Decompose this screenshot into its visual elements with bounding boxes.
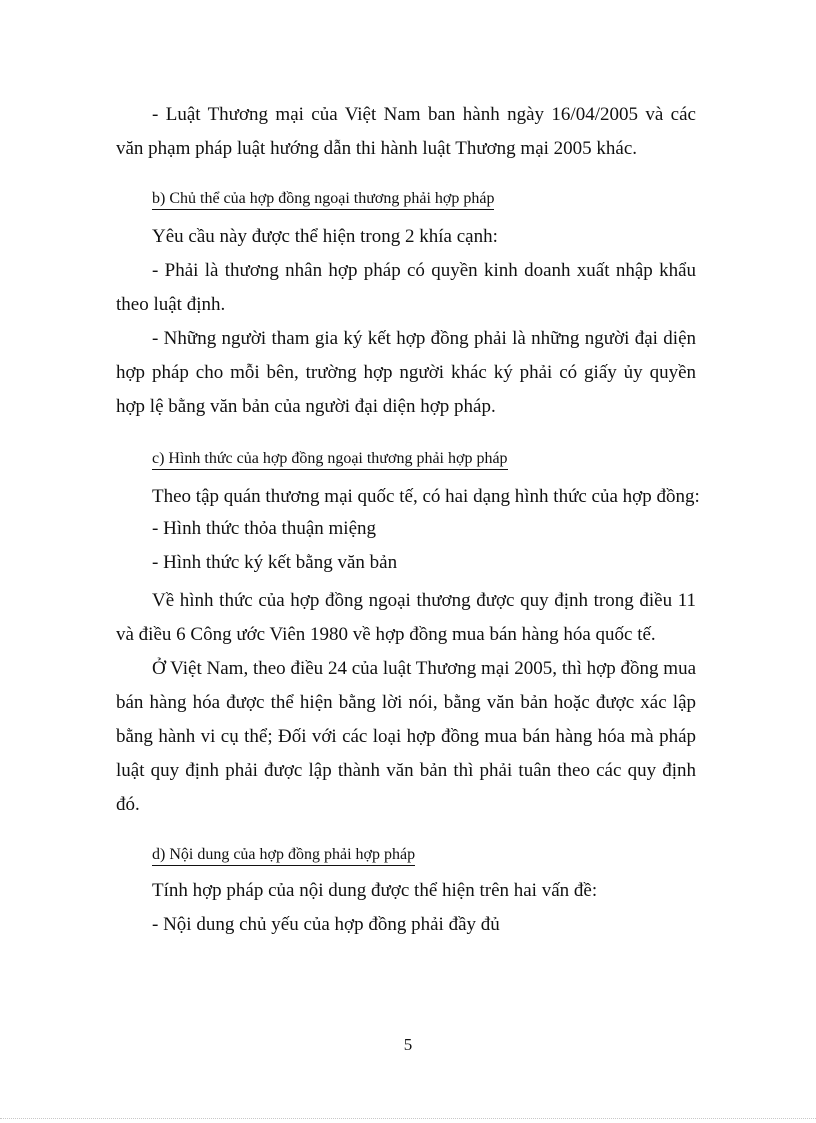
section-b-heading: b) Chủ thể của hợp đồng ngoại thương phải hợp pháp (152, 188, 494, 210)
section-d-heading: d) Nội dung của hợp đồng phải hợp pháp (152, 844, 415, 866)
section-d-item-1: - Nội dung chủ yếu của hợp đồng phải đầy đủ (152, 914, 500, 935)
section-c-heading: c) Hình thức của hợp đồng ngoại thương phải hợp pháp (152, 448, 508, 470)
section-d-intro: Tính hợp pháp của nội dung được thể hiện trên hai vấn đề: (152, 880, 598, 901)
section-b-intro: Yêu cầu này được thể hiện trong 2 khía cạnh: (152, 226, 498, 247)
section-b-item-1: - Phải là thương nhân hợp pháp có quyền kinh doanh xuất nhập khẩu theo luật định. (116, 260, 696, 315)
page-number: 5 (403, 1035, 413, 1054)
section-c-item-1: - Hình thức thỏa thuận miệng (152, 518, 377, 539)
section-c-paragraph-2: Ở Việt Nam, theo điều 24 của luật Thương mại 2005, thì hợp đồng mua bán hàng hóa được thể hiện bằng lời nói, bằng văn bản hoặc được xác lập bằng hành vi cụ thể; Đối với các loại hợp đồng mua bán hàng hóa mà pháp luật quy định phải được lập thành văn bản thì phải tuân theo các quy định đó. (116, 658, 696, 815)
section-c-paragraph-1: Về hình thức của hợp đồng ngoại thương được quy định trong điều 11 và điều 6 Công ước Viên 1980 về hợp đồng mua bán hàng hóa quốc tế. (116, 590, 696, 645)
page-bottom-divider (0, 1118, 816, 1119)
section-c-intro: Theo tập quán thương mại quốc tế, có hai dạng hình thức của hợp đồng: (152, 486, 700, 507)
intro-paragraph: - Luật Thương mại của Việt Nam ban hành ngày 16/04/2005 và các văn phạm pháp luật hướng dẫn thi hành luật Thương mại 2005 khác. (116, 104, 696, 159)
section-b-item-2: - Những người tham gia ký kết hợp đồng phải là những người đại diện hợp pháp cho mỗi bên, trường hợp người khác ký phải có giấy ủy quyền hợp lệ bằng văn bản của người đại diện hợp pháp. (116, 328, 696, 417)
section-c-item-2: - Hình thức ký kết bằng văn bản (152, 552, 398, 573)
